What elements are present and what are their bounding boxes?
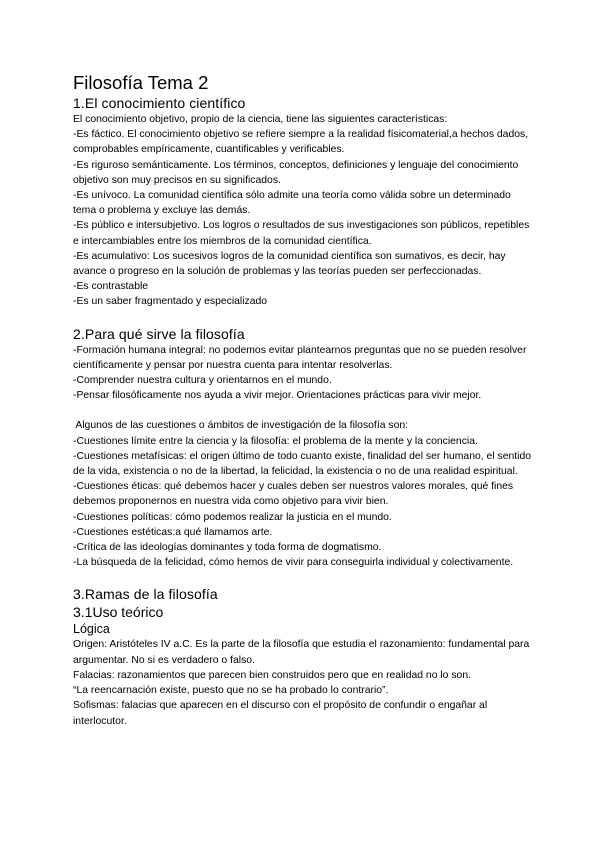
paragraph: -Cuestiones éticas: qué debemos hacer y cuales deben ser nuestros valores morales, qué fines debemos proponernos en nuestra vida como objetivo para vivir bien. [73,481,514,508]
section-heading: 3.Ramas de la filosofía [73,586,218,603]
paragraph: “La reencarnación existe, puesto que no se ha probado lo contrario”. [73,685,389,697]
paragraph: -Es fáctico. El conocimiento objetivo se refiere siempre a la realidad físicomaterial,a hechos dados, comprobables empíricamente, cuantificables y verificables. [73,129,529,156]
paragraph: -Es contrastable [73,281,149,293]
subsubsection-heading: Lógica [73,622,110,637]
document-title: Filosofía Tema 2 [73,72,209,93]
paragraph: Algunos de las cuestiones o ámbitos de investigación de la filosofía son: [73,420,409,432]
paragraph: -Crítica de las ideologías dominantes y toda forma de dogmatismo. [73,542,382,554]
document-body [73,72,533,729]
paragraph: -Es riguroso semánticamente. Los términos, conceptos, definiciones y lenguaje del conocimiento objetivo son muy precisos en su significados. [73,159,519,186]
paragraph: -Es unívoco. La comunidad científica sólo admite una teoría como válida sobre un determinado tema o problema y excluye las demás. [73,190,511,217]
paragraph: -Es público e intersubjetivo. Los logros o resultados de sus investigaciones son públicos, repetibles e intercambiables entre los miembros de la comunidad científica. [73,220,530,247]
section-heading: 1.El conocimiento científico [73,95,246,111]
paragraph: -Cuestiones límite entre la ciencia y la filosofía: el problema de la mente y la conciencia. [73,435,478,447]
paragraph: -Es un saber fragmentado y especializado [73,296,268,308]
subsection-heading: 3.1Uso teórico [73,604,164,621]
section-heading: 2.Para qué sirve la filosofía [73,325,245,342]
paragraph: Falacias: razonamientos que parecen bien construidos pero que en realidad no lo son. [73,669,471,681]
paragraph: -Es acumulativo: Los sucesivos logros de la comunidad científica son sumativos, es decir, hay avance o progreso en la solución de problemas y las teorías pueden ser perfeccionadas. [73,250,506,278]
paragraph: -Comprender nuestra cultura y orientarnos en el mundo. [73,375,332,387]
paragraph: El conocimiento objetivo, propio de la ciencia, tiene las siguientes características: [73,114,448,125]
paragraph: Origen: Aristóteles IV a.C. Es la parte de la filosofía que estudia el razonamiento: fundamental para argumentar. No si es verdadero o falso. [73,639,530,666]
paragraph: -Cuestiones políticas: cómo podemos realizar la justicia en el mundo. [73,511,392,523]
paragraph: -Formación humana integral: no podemos evitar plantearnos preguntas que no se pueden resolver científicamente y pensar por nuestra cuenta para intentar resolverlas. [73,344,527,371]
paragraph: Sofismas: falacias que aparecen en el discurso con el propósito de confundir o engañar al interlocutor. [73,700,488,727]
paragraph: -Cuestiones estéticas:a qué llamamos arte. [73,526,273,538]
paragraph: -La búsqueda de la felicidad, cómo hemos de vivir para conseguirla individual y colectivamente. [73,557,514,569]
paragraph: -Cuestiones metafísicas: el origen último de todo cuanto existe, finalidad del ser humano, el sentido de la vida, existencia o no de la libertad, la felicidad, la existencia o no de una realidad espiritual. [73,450,532,478]
paragraph: -Pensar filosóficamente nos ayuda a vivir mejor. Orientaciones prácticas para vivir mejor. [73,390,482,402]
